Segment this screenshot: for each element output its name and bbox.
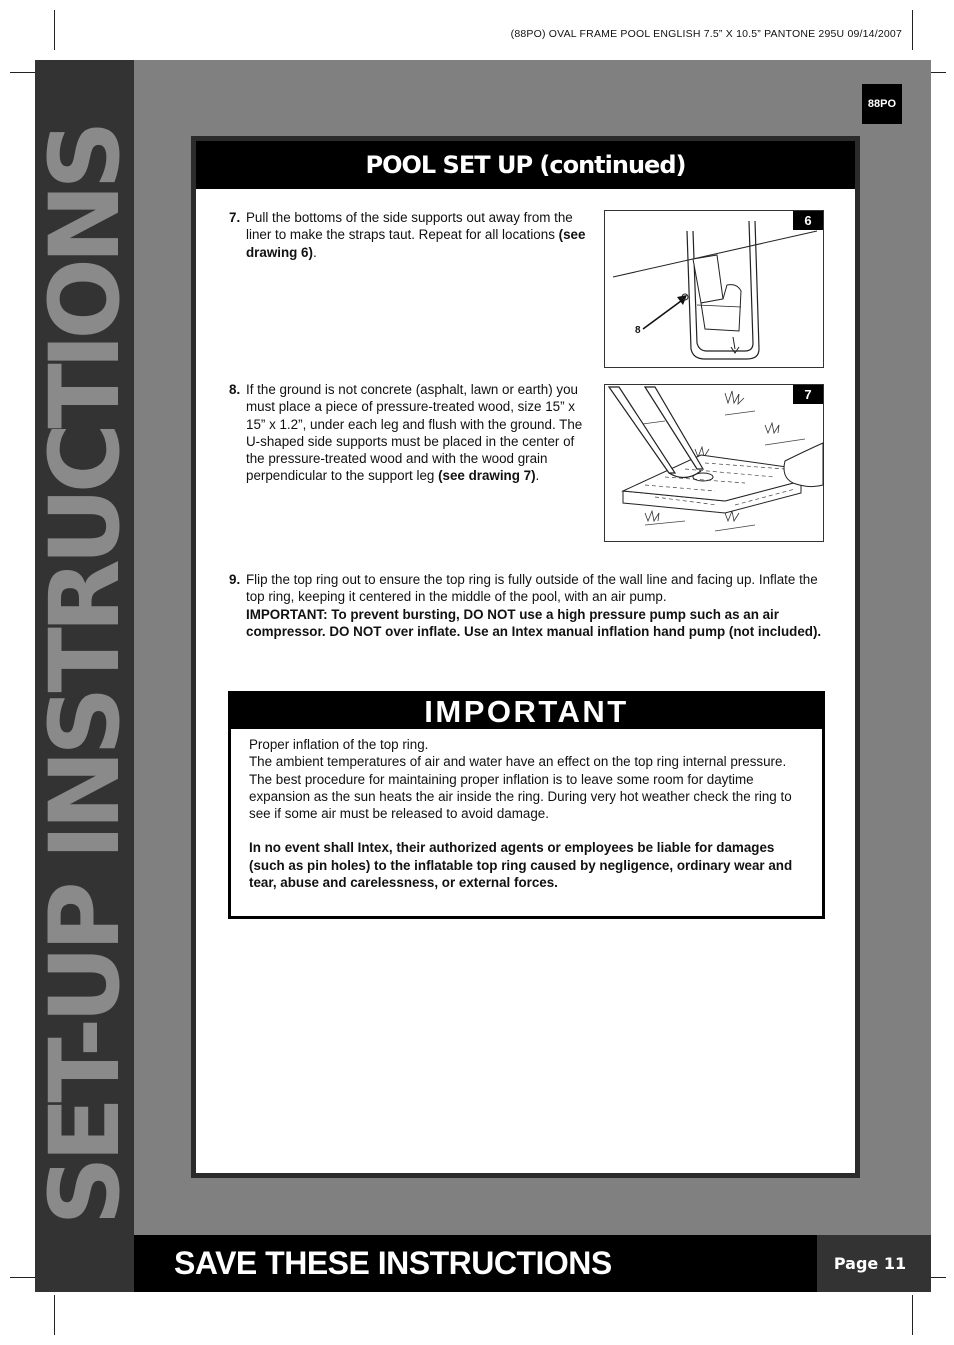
step-number: 7. xyxy=(229,210,241,225)
print-spec-line: (88PO) OVAL FRAME POOL ENGLISH 7.5” X 10.5” PANTONE 295U 09/14/2007 xyxy=(510,28,902,40)
figure-number: 7 xyxy=(793,385,823,404)
support-leg-illustration xyxy=(605,211,825,369)
step-text: Flip the top ring out to ensure the top ring is fully outside of the wall line and facing up. Inflate the top ring, keeping it centered in the middle of the pool, with an air pump. xyxy=(246,572,818,605)
save-instructions-banner: SAVE THESE INSTRUCTIONS xyxy=(134,1235,817,1292)
step-8 xyxy=(229,381,589,485)
step-number: 8. xyxy=(229,382,241,397)
side-banner-text: SET-UP INSTRUCTIONS xyxy=(28,126,141,1226)
step-9 xyxy=(229,571,825,640)
crop-mark xyxy=(912,10,913,50)
step-text: If the ground is not concrete (asphalt, lawn or earth) you must place a piece of pressure-treated wood, size 15” x 15” x 1.2”, under each leg and flush with the ground. The U-shaped side supports must be placed in the center of the pressure-treated wood and with the wood grain perpendicular to the support leg xyxy=(246,382,583,484)
liability-disclaimer: In no event shall Intex, their authorized agents or employees be liable for damages (such as pin holes) to the inflatable top ring caused by negligence, ordinary wear and tear, abuse and carelessness, or external forces. xyxy=(249,840,793,891)
crop-mark xyxy=(912,1295,913,1335)
drawing-ref: (see drawing 6) xyxy=(246,227,586,260)
drawing-6 xyxy=(604,210,824,368)
wood-board-illustration xyxy=(605,385,825,543)
figure-number: 6 xyxy=(793,211,823,230)
step-end: . xyxy=(535,468,540,484)
crop-mark xyxy=(54,1295,55,1335)
side-banner xyxy=(28,60,141,1292)
important-line: The ambient temperatures of air and water have an effect on the top ring internal pressure. xyxy=(249,754,787,770)
model-code-badge: 88PO xyxy=(862,84,902,124)
drawing-7 xyxy=(604,384,824,542)
important-box xyxy=(228,691,825,919)
important-line: The best procedure for maintaining proper inflation is to leave some room for daytime expansion as the sun heats the air inside the ring. During very hot weather check the ring to see if some air must be released to avoid damage. xyxy=(249,771,792,822)
important-line: Proper inflation of the top ring. xyxy=(249,737,429,752)
important-content xyxy=(249,736,809,891)
step-end: . xyxy=(312,244,317,260)
page-number: Page 11 xyxy=(817,1235,931,1292)
drawing-ref: (see drawing 7) xyxy=(438,468,536,484)
step-text: Pull the bottoms of the side supports out away from the liner to make the straps taut. Repeat for all locations xyxy=(246,210,573,243)
step-7 xyxy=(229,209,589,261)
pump-warning: IMPORTANT: To prevent bursting, DO NOT use a high pressure pump such as an air compressor. DO NOT over inflate. Use an Intex manual inflation hand pump (not included). xyxy=(246,606,822,639)
section-title: POOL SET UP (continued) xyxy=(196,141,855,189)
important-title: IMPORTANT xyxy=(231,694,822,729)
callout-label: 8 xyxy=(635,325,641,336)
crop-mark xyxy=(54,10,55,50)
step-number: 9. xyxy=(229,572,241,587)
